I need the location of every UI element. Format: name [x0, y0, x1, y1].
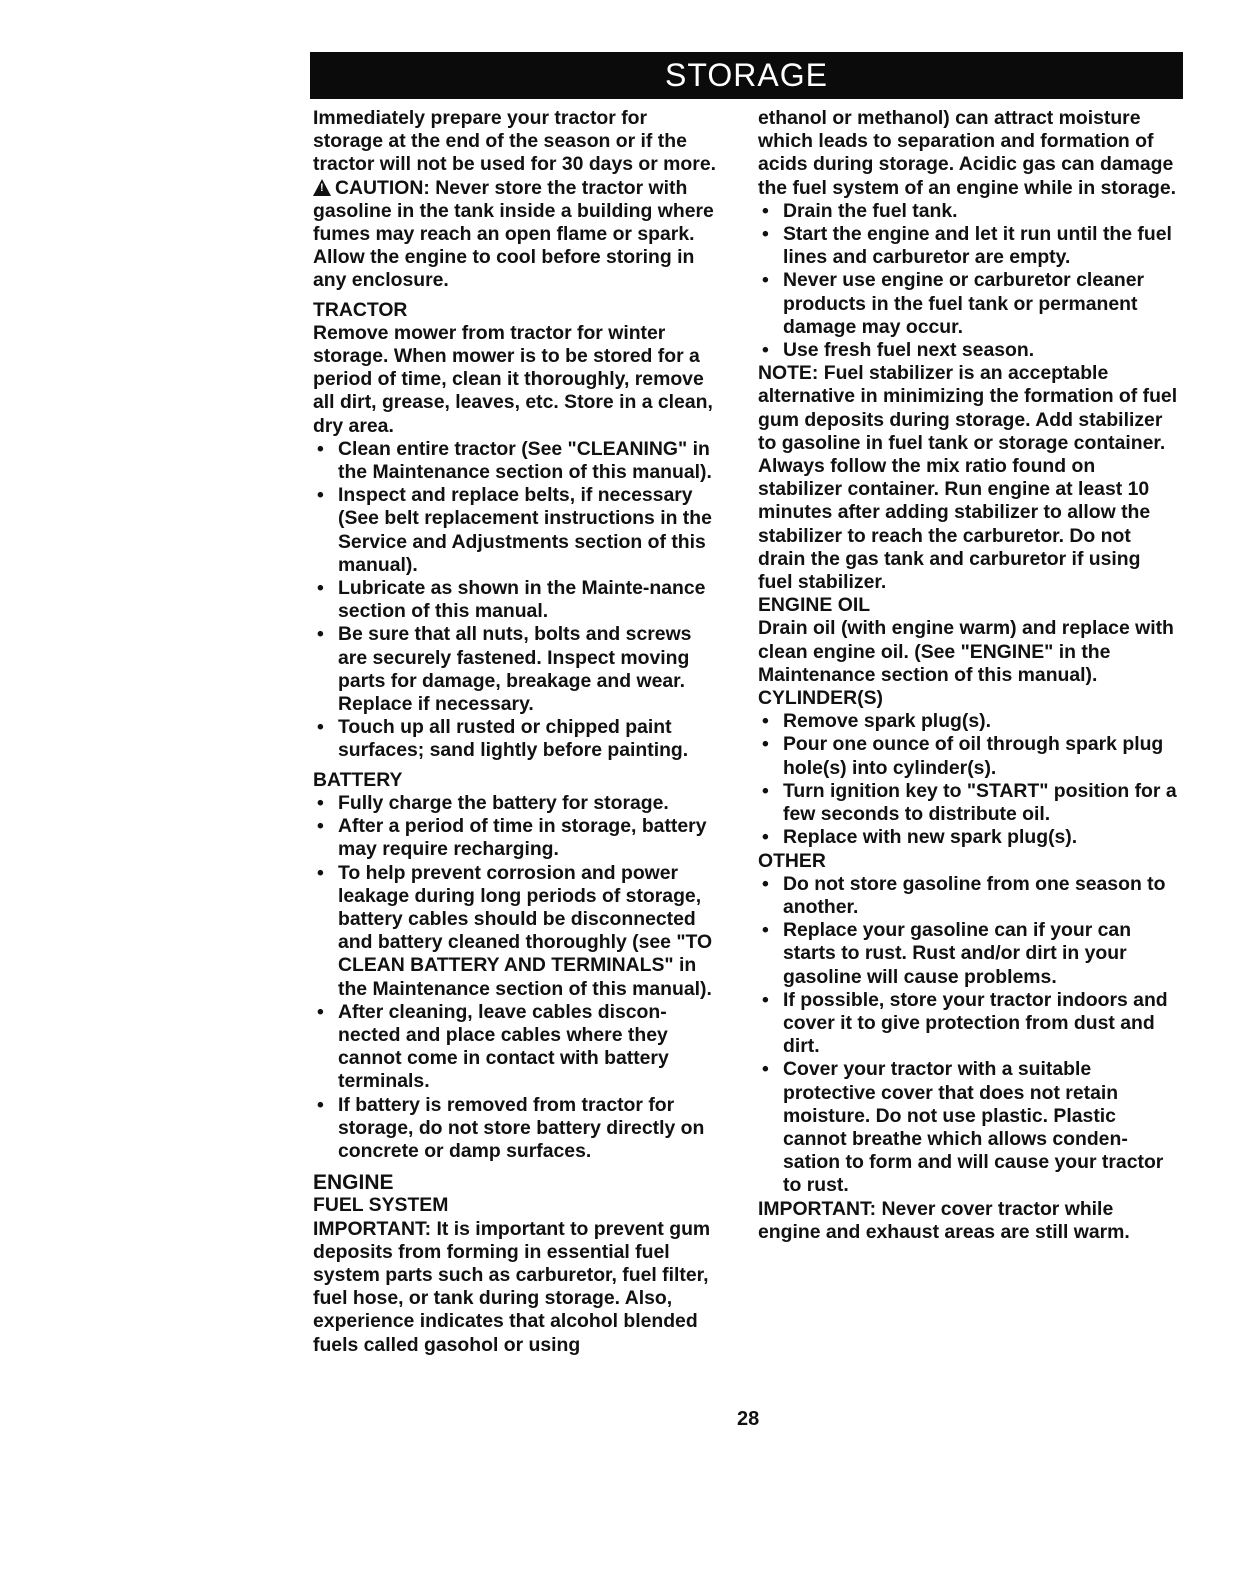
caution-paragraph: [313, 177, 721, 293]
list-item: • If battery is removed from tractor for storage, do not store battery directly on concrete or damp surfaces.: [313, 1094, 721, 1164]
engine-oil-heading: ENGINE OIL: [758, 594, 871, 617]
list-item: • Remove spark plug(s).: [758, 710, 1178, 733]
list-item: • Inspect and replace belts, if necessary (See belt replacement instructions in the Service and Adjustments section of this manual).: [313, 484, 721, 577]
note-label: NOTE:: [758, 362, 819, 385]
battery-list: [313, 792, 721, 1163]
cylinders-list: [758, 710, 1178, 849]
battery-heading: BATTERY: [313, 768, 403, 791]
note-paragraph: [758, 362, 1178, 594]
list-item: • Touch up all rusted or chipped paint surfaces; sand lightly before painting.: [313, 716, 721, 762]
list-item: • Use fresh fuel next season.: [758, 339, 1178, 362]
list-item: • Turn ignition key to "START" position for a few seconds to distribute oil.: [758, 780, 1178, 826]
engine-oil-paragraph: Drain oil (with engine warm) and replace with clean engine oil. (See "ENGINE" in the Maintenance section of this manual).: [758, 617, 1174, 686]
important-label: IMPORTANT:: [313, 1217, 432, 1240]
list-item: • Do not store gasoline from one season to another.: [758, 873, 1178, 919]
list-item: • Cover your tractor with a suitable protective cover that does not retain moisture. Do not use plastic. Plastic cannot breathe which allows conden-sation to form and will cause your tractor to rust.: [758, 1058, 1178, 1197]
page-number: 28: [737, 1408, 760, 1430]
list-item: • After a period of time in storage, battery may require recharging.: [313, 815, 721, 861]
intro-paragraph: Immediately prepare your tractor for storage at the end of the season or if the tractor will not be used for 30 days or more.: [313, 107, 716, 176]
caution-label: CAUTION:: [335, 176, 430, 199]
important-text: It is important to prevent gum deposits from forming in essential fuel system parts such as carburetor, fuel filter, fuel hose, or tank during storage. Also, experience indicates that alcohol blended fuels called gasohol or using: [313, 1217, 711, 1356]
left-column: [313, 107, 721, 1357]
list-item: • After cleaning, leave cables discon-nected and place cables where they cannot come in contact with battery terminals.: [313, 1001, 721, 1094]
tractor-paragraph: Remove mower from tractor for winter storage. When mower is to be stored for a period of time, clean it thoroughly, remove all dirt, grease, leaves, etc. Store in a clean, dry area.: [313, 321, 713, 437]
list-item: • Drain the fuel tank.: [758, 200, 1178, 223]
list-item: • If possible, store your tractor indoors and cover it to give protection from dust and dirt.: [758, 989, 1178, 1059]
fuel-list: [758, 200, 1178, 362]
right-column: [758, 107, 1178, 1244]
important-warm-paragraph: [758, 1198, 1178, 1244]
engine-heading: ENGINE: [313, 1171, 394, 1195]
note-text: Fuel stabilizer is an acceptable alternative in minimizing the formation of fuel gum deposits during storage. Add stabilizer to gasoline in fuel tank or storage container. Always follow the mix ratio found on stabilizer container. Run engine at least 10 minutes after adding stabilizer to allow the stabilizer to reach the carburetor. Do not drain the gas tank and carburetor if using fuel stabilizer.: [758, 362, 1178, 594]
list-item: • To help prevent corrosion and power leakage during long periods of storage, battery cables should be disconnected and battery cleaned thoroughly (see "TO CLEAN BATTERY AND TERMINALS" in the Maintenance section of this manual).: [313, 862, 721, 1001]
cylinders-heading: CYLINDER(S): [758, 687, 883, 710]
section-title-banner: STORAGE: [310, 52, 1183, 99]
list-item: • Pour one ounce of oil through spark plug hole(s) into cylinder(s).: [758, 733, 1178, 779]
other-heading: OTHER: [758, 849, 826, 872]
list-item: • Replace with new spark plug(s).: [758, 826, 1178, 849]
list-item: • Lubricate as shown in the Mainte-nance section of this manual.: [313, 577, 721, 623]
tractor-list: [313, 438, 721, 763]
fuel-system-heading: FUEL SYSTEM: [313, 1194, 449, 1217]
list-item: • Be sure that all nuts, bolts and screws are securely fastened. Inspect moving parts for damage, breakage and wear. Replace if necessary.: [313, 623, 721, 716]
list-item: • Replace your gasoline can if your can starts to rust. Rust and/or dirt in your gasoline will cause problems.: [758, 919, 1178, 989]
list-item: • Start the engine and let it run until the fuel lines and carburetor are empty.: [758, 223, 1178, 269]
list-item: • Clean entire tractor (See "CLEANING" in the Maintenance section of this manual).: [313, 438, 721, 484]
caution-text: Never store the tractor with gasoline in the tank inside a building where fumes may reach an open flame or spark. Allow the engine to cool before storing in any enclosure.: [313, 176, 714, 292]
warning-triangle-icon: !: [313, 179, 331, 196]
important-label: IMPORTANT:: [758, 1197, 877, 1220]
important-paragraph: [313, 1218, 721, 1357]
list-item: • Fully charge the battery for storage.: [313, 792, 721, 815]
important-warm-text: Never cover tractor while engine and exhaust areas are still warm.: [758, 1197, 1130, 1243]
continued-paragraph: ethanol or methanol) can attract moisture which leads to separation and formation of acids during storage. Acidic gas can damage the fuel system of an engine while in storage.: [758, 107, 1177, 199]
tractor-heading: TRACTOR: [313, 298, 408, 321]
list-item: • Never use engine or carburetor cleaner products in the fuel tank or permanent damage may occur.: [758, 269, 1178, 339]
other-list: [758, 873, 1178, 1198]
